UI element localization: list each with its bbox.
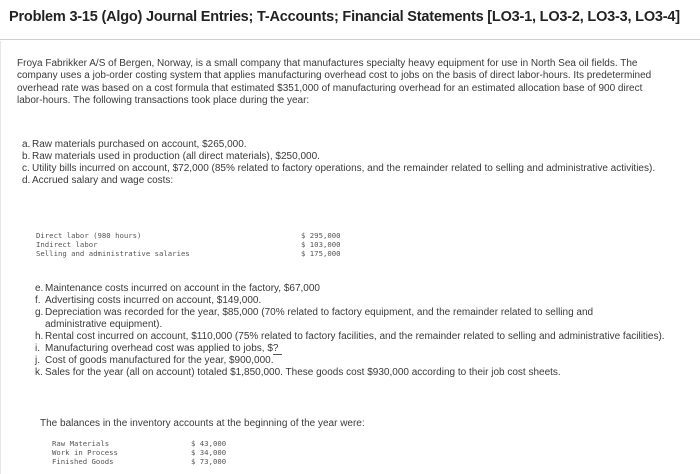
inventory-value: $ 43,000	[191, 439, 227, 448]
wage-row	[36, 231, 356, 240]
transaction-letter: a.	[22, 139, 31, 150]
inventory-row	[52, 457, 272, 466]
inventory-row	[52, 439, 272, 448]
transaction-text: Cost of goods manufactured for the year, $900,000.	[45, 355, 274, 366]
transaction-c	[22, 163, 672, 175]
wage-table	[36, 231, 356, 258]
transaction-a	[22, 139, 682, 151]
transaction-text: Accrued salary and wage costs:	[32, 175, 174, 186]
transaction-text: Utility bills incurred on account, $72,000 (85% related to factory operations, and the remainder related to selling and administrative activities).	[32, 163, 656, 174]
wage-label: Indirect labor	[36, 240, 98, 249]
transaction-h	[35, 331, 675, 343]
inventory-table	[52, 439, 272, 466]
inventory-row	[52, 448, 272, 457]
inventory-value: $ 34,000	[191, 448, 227, 457]
inventory-label: Raw Materials	[52, 439, 110, 448]
inventory-value: $ 73,000	[191, 457, 227, 466]
transaction-letter: k.	[35, 367, 43, 378]
transaction-letter: h.	[35, 331, 44, 342]
title-divider	[0, 39, 700, 40]
transaction-list-e-k	[35, 283, 675, 379]
transaction-text: Advertising costs incurred on account, $149,000.	[45, 295, 262, 306]
wage-row	[36, 240, 356, 249]
transaction-letter: b.	[22, 151, 31, 162]
transaction-text: Maintenance costs incurred on account in the factory, $67,000	[45, 283, 320, 294]
transaction-j	[35, 355, 675, 367]
transaction-text: Rental cost incurred on account, $110,000 (75% related to factory facilities, and the remainder related to selling and administrative facilities).	[45, 331, 665, 342]
transaction-letter: e.	[35, 283, 44, 294]
problem-intro: Froya Fabrikker A/S of Bergen, Norway, is a small company that manufactures specialty heavy equipment for use in North Sea oil fields. The company uses a job-order costing system that applies manufacturing overhead cost to jobs on the basis of direct labor-hours. Its predetermined overhead rate was based on a cost formula that estimated $351,000 of manufacturing overhead for an estimated allocation base of 900 direct labor-hours. The following transactions took place during the year:	[17, 58, 652, 106]
wage-label: Direct labor (980 hours)	[36, 231, 142, 240]
transaction-text: Depreciation was recorded for the year, $85,000 (70% related to factory equipment, and the remainder related to selling and administrative equipment).	[45, 307, 594, 330]
inventory-label: Work in Process	[52, 448, 118, 457]
problem-title: Problem 3-15 (Algo) Journal Entries; T-Accounts; Financial Statements [LO3-1, LO3-2, LO3-3, LO3-4]	[9, 9, 680, 25]
transaction-e	[35, 283, 675, 295]
wage-value: $ 103,000	[301, 240, 341, 249]
transaction-d	[22, 175, 682, 187]
wage-row	[36, 249, 356, 258]
transaction-text: Raw materials used in production (all direct materials), $250,000.	[32, 151, 320, 162]
transaction-text: Raw materials purchased on account, $265,000.	[32, 139, 247, 150]
transaction-b	[22, 151, 682, 163]
transaction-g	[35, 307, 655, 331]
wage-value: $ 175,000	[301, 249, 341, 258]
transaction-letter: c.	[22, 163, 30, 174]
transaction-text: Manufacturing overhead cost was applied to jobs, $	[45, 343, 273, 354]
transaction-letter: j.	[35, 355, 40, 366]
page-left-edge	[0, 41, 1, 474]
transaction-i	[35, 343, 675, 355]
transaction-k	[35, 367, 675, 379]
transaction-letter: d.	[22, 175, 31, 186]
transaction-letter: g.	[35, 307, 44, 318]
transaction-letter: i.	[35, 343, 40, 354]
wage-value: $ 295,000	[301, 231, 341, 240]
wage-label: Selling and administrative salaries	[36, 249, 190, 258]
transaction-letter: f.	[35, 295, 41, 306]
applied-overhead-blank: ?	[273, 344, 283, 355]
transaction-text: Sales for the year (all on account) totaled $1,850,000. These goods cost $930,000 according to their job cost sheets.	[45, 367, 561, 378]
inventory-label: Finished Goods	[52, 457, 114, 466]
transaction-f	[35, 295, 675, 307]
transaction-list-a-d	[22, 139, 682, 187]
balances-intro: The balances in the inventory accounts at the beginning of the year were:	[40, 418, 365, 429]
